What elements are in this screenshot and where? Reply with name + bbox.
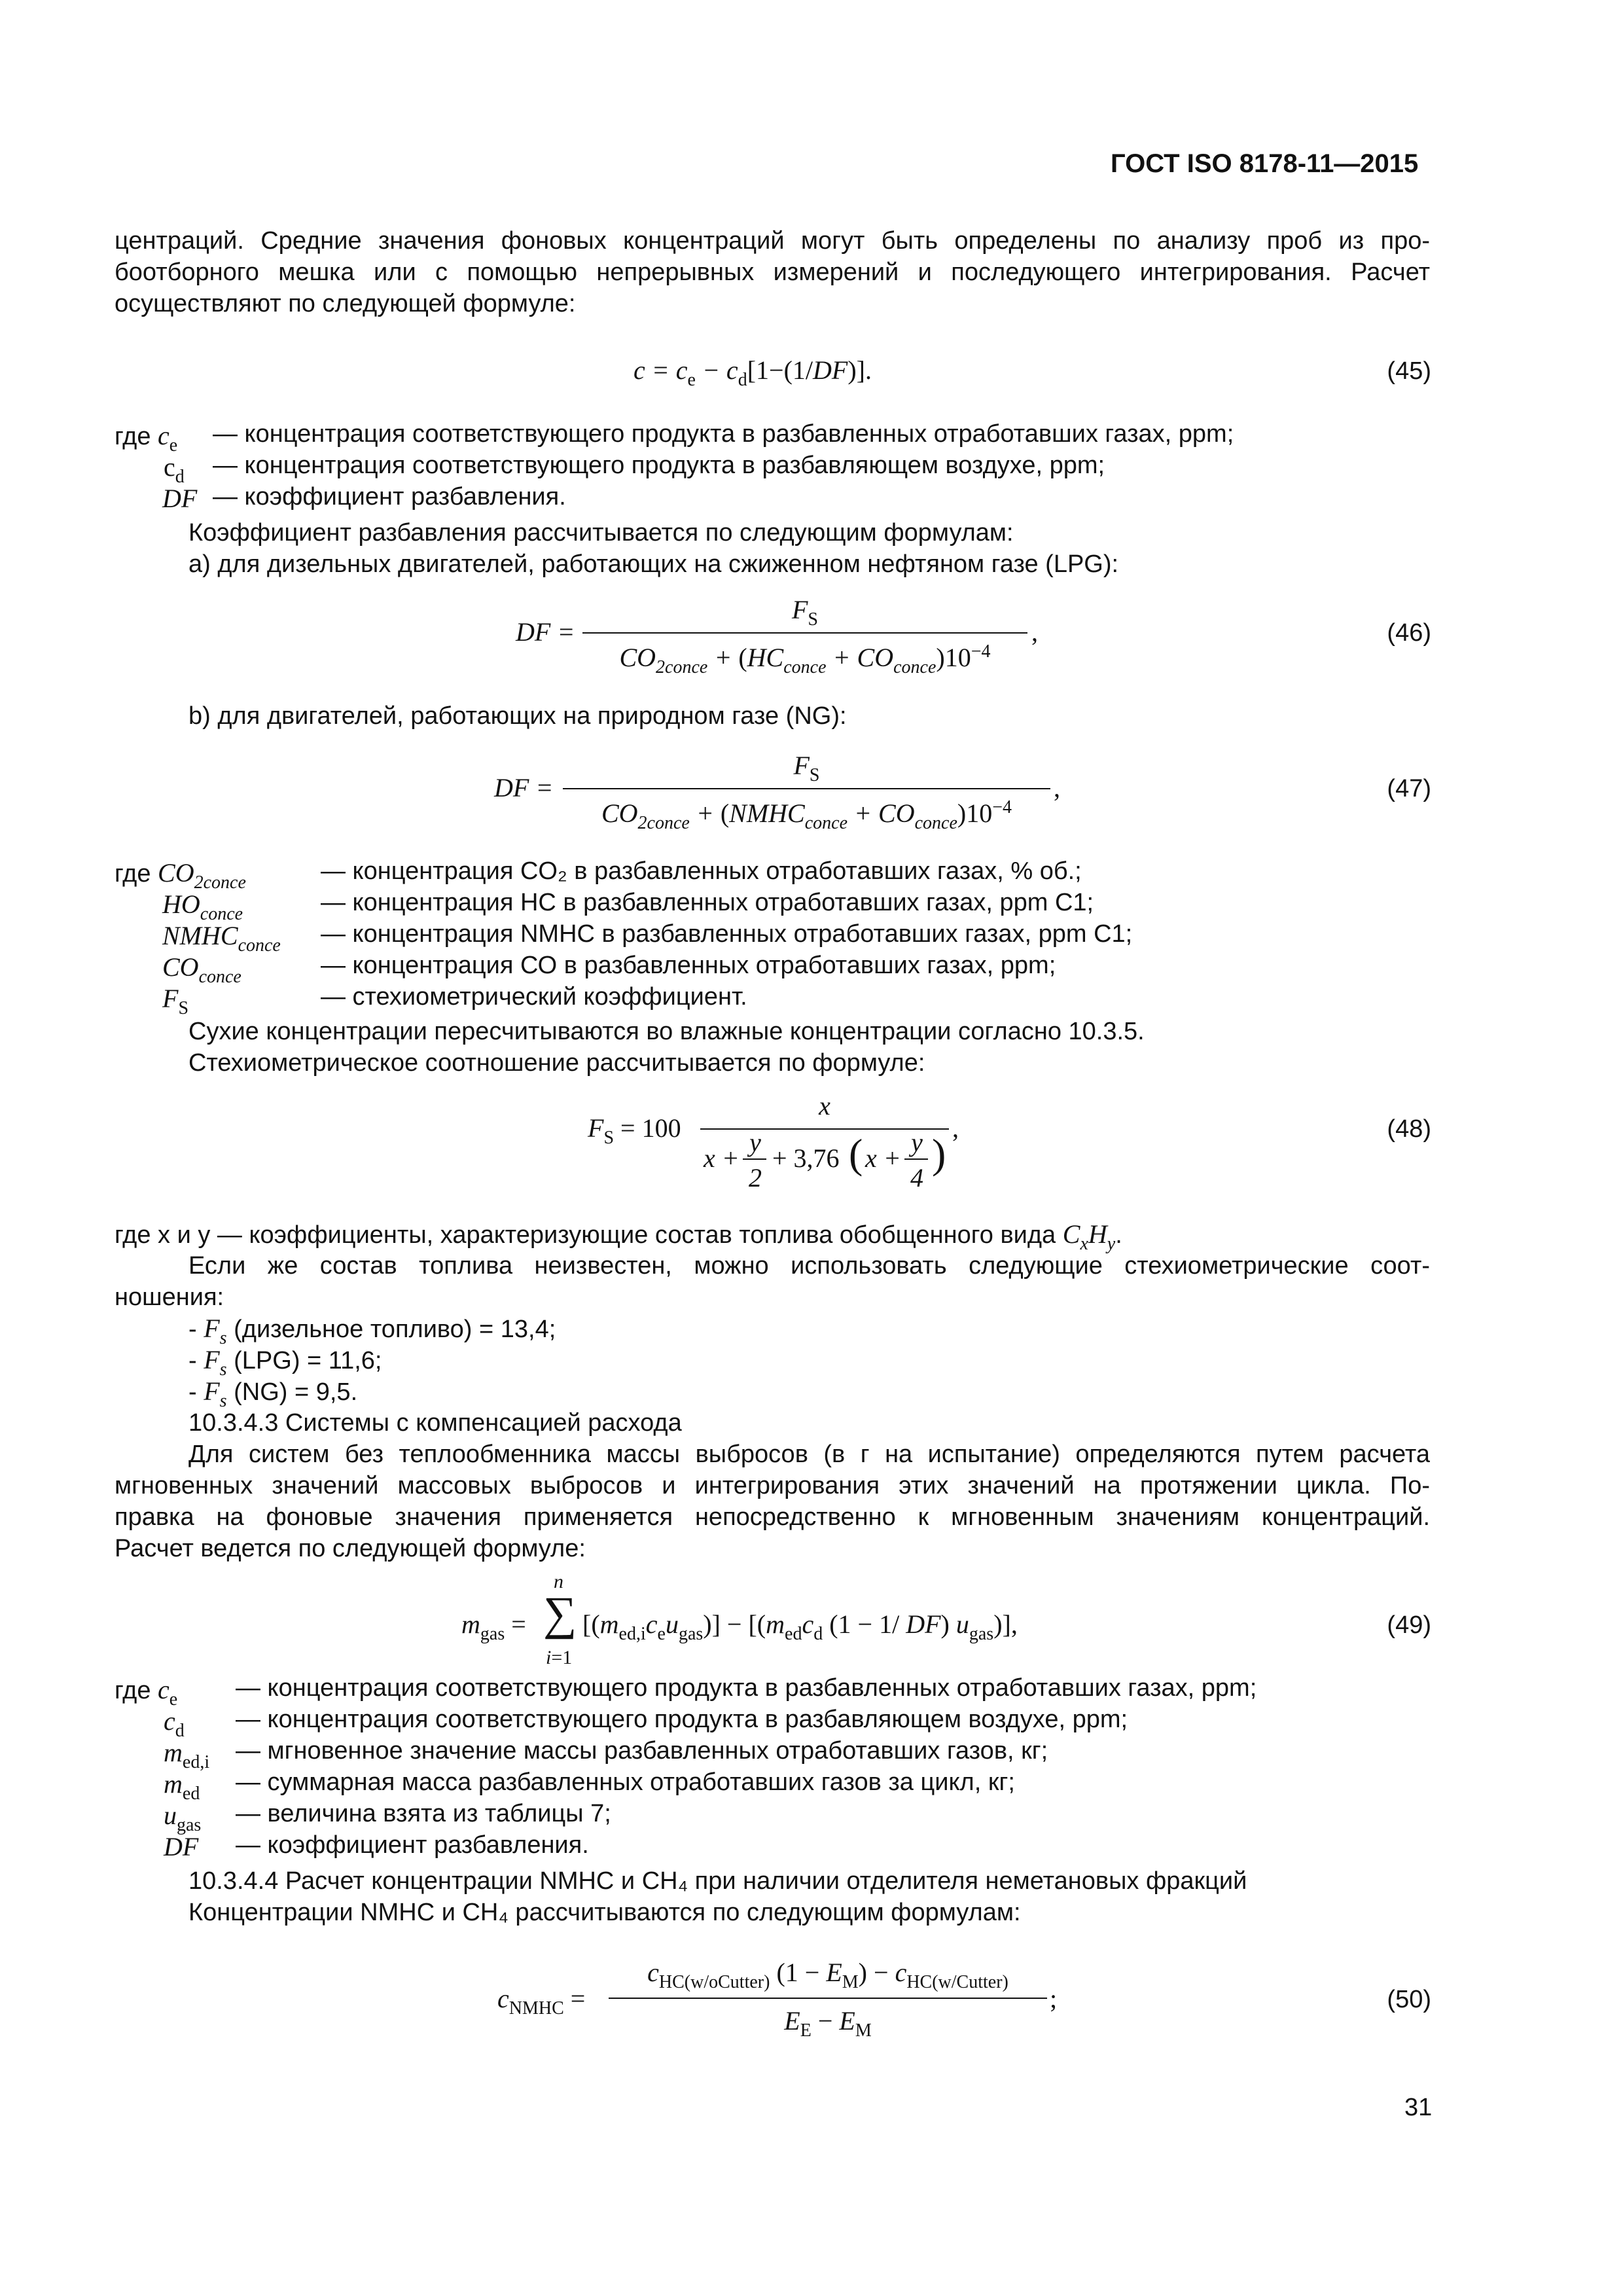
definition-text: — коэффициент разбавления. (213, 483, 566, 511)
paragraph-flow (115, 1439, 1430, 1564)
equation-47-numerator: $F_S$ (793, 751, 820, 785)
definition-text: — концентрация СО в разбавленных отработавших газах, ppm; (321, 952, 1056, 979)
equation-50-denominator: $E_E - E_M$ (784, 2006, 872, 2041)
definition-text: — мгновенное значение массы разбавленных отработавших газов, кг; (236, 1737, 1048, 1765)
equation-46-numerator: $F_S$ (791, 595, 818, 630)
equation-number: (49) (1387, 1611, 1431, 1639)
paragraph-dry: Сухие концентрации пересчитываются во влажные концентрации согласно 10.3.5. (188, 1018, 1145, 1045)
equation-45: $c = c_e - c_d[1-(1/DF)]$. (633, 355, 872, 390)
page-number: 31 (1404, 2094, 1433, 2121)
definition-text: — концентрация НС в разбавленных отработавших газах, ppm C1; (321, 889, 1094, 916)
equation-47-denominator: $CO_{2conce}$ + $(NMHC_{conce} + CO_{conce})10^{-4}$ (601, 797, 1012, 833)
equation-48-numerator: x (819, 1091, 830, 1121)
text-line: правка на фоновые значения применяется непосредственно к мгновенным значениям концентраций. (115, 1503, 1430, 1531)
equation-50-numerator: $c_{HC(w/oCutter)}$ $(1 - E_M) - c_{HC(w/Cutter)}$ (647, 1958, 1008, 1992)
equation-46-lhs: DF = (516, 617, 575, 647)
definition-text: — стехиометрический коэффициент. (321, 983, 747, 1011)
definition-text: — концентрация NMHC в разбавленных отработавших газах, ppm C1; (321, 920, 1133, 948)
equation-48-lhs: $F_S = 100$ (588, 1113, 681, 1148)
fraction-bar (582, 632, 1027, 634)
text-line: мгновенных значений массовых выбросов и интегрирования этих значений на протяжении цикла. По- (115, 1472, 1430, 1499)
equation-number: (46) (1387, 619, 1431, 647)
equation-number: (50) (1387, 1986, 1431, 2013)
text-line: Расчет ведется по следующей формуле: (115, 1535, 586, 1562)
paragraph-intro (115, 225, 1430, 319)
definition-text: — концентрация CO₂ в разбавленных отработавших газах, % об.; (321, 857, 1082, 885)
definition-text: — концентрация соответствующего продукта в разбавленных отработавших газах, ppm; (213, 420, 1234, 448)
equation-48-denominator: x + (704, 1143, 740, 1173)
where-label: где (115, 1677, 151, 1704)
definition-text: — концентрация соответствующего продукта в разбавляющем воздухе, ppm; (236, 1706, 1128, 1733)
section-heading-10-3-4-3: 10.3.4.3 Системы с компенсацией расхода (188, 1409, 682, 1437)
paragraph-df-intro: Коэффициент разбавления рассчитывается по следующим формулам: (188, 519, 1014, 547)
equation-49: $m_{gas}$ = (461, 1609, 526, 1644)
fraction-bar (563, 788, 1050, 789)
paragraph-nmhc: Концентрации NMHC и CH₄ рассчитываются по следующим формулам: (188, 1899, 1021, 1926)
definition-text: — концентрация соответствующего продукта в разбавленных отработавших газах, ppm; (236, 1674, 1257, 1702)
equation-number: (47) (1387, 775, 1431, 802)
paragraph-xy: где x и y — коэффициенты, характеризующие состав топлива обобщенного вида $C_xH_y$. (115, 1219, 1122, 1254)
paragraph-unknown (115, 1250, 1430, 1313)
equation-47-lhs: DF = (494, 773, 554, 802)
definition-text: — величина взята из таблицы 7; (236, 1800, 611, 1827)
definition-text: — суммарная масса разбавленных отработавших газов за цикл, кг; (236, 1768, 1015, 1796)
definition-text: — концентрация соответствующего продукта в разбавляющем воздухе, ppm; (213, 452, 1105, 479)
text-line: Если же состав топлива неизвестен, можно использовать следующие стехиометрические соот- (188, 1252, 1430, 1280)
list-item: - $F_s$ (NG) = 9,5. (188, 1376, 358, 1411)
text-line: осуществляют по следующей формуле: (115, 290, 576, 317)
equation-number: (48) (1387, 1115, 1431, 1143)
paragraph-stoich: Стехиометрическое соотношение рассчитывается по формуле: (188, 1049, 925, 1077)
text-line: Для систем без теплообменника массы выбросов (в г на испытание) определяются путем расчета (188, 1441, 1430, 1468)
where-label: где (115, 423, 151, 450)
text-line: центраций. Средние значения фоновых концентраций могут быть определены по анализу проб из про- (115, 227, 1430, 255)
standard-header: ГОСТ ISO 8178-11—2015 (1111, 149, 1419, 178)
equation-46-denominator: $CO_{2conce} + (HC_{conce} + CO_{conce})10^{-4}$ (619, 641, 991, 677)
text-line: ношения: (115, 1283, 224, 1311)
fraction-bar (609, 1998, 1047, 1999)
where-label: где (115, 860, 151, 888)
paragraph-case-a: а) для дизельных двигателей, работающих на сжиженном нефтяном газе (LPG): (188, 550, 1119, 578)
section-heading-10-3-4-4: 10.3.4.4 Расчет концентрации NMHC и CH₄ при наличии отделителя неметановых фракций (188, 1867, 1247, 1895)
definition-text: — коэффициент разбавления. (236, 1831, 589, 1859)
paragraph-case-b: b) для двигателей, работающих на природном газе (NG): (188, 702, 847, 730)
text-line: боотборного мешка или с помощью непрерывных измерений и последующего интегрирования. Расчет (115, 259, 1430, 286)
equation-50-lhs: $c_{NMHC}$ = (497, 1984, 586, 2018)
equation-number: (45) (1387, 357, 1431, 385)
document-page: ГОСТ ISO 8178-11—2015 центраций. Средние значения фоновых концентраций могут быть определены по анализу проб из про- боотборного мешка или с помощью непрерывных измерений и последующего интегрирования. Расчет осуществляют по следующей формуле: $c = c_e - c_d[1-(1/DF)]$. (45) где $c_e$ — концентрация соответствующего продукта в разбавленных отработавших газах, ppm; $c_d$ — концентрация соответствующего продукта в разбавляющем воздухе, ppm; DF — коэффициент разбавления. Коэффициент разбавления рассчитывается по следующим формулам: а) для дизельных двигателей, работающих на сжиженном нефтяном газе (LPG): DF = $F_S$ $CO_{2conce} + (HC_{conce} + CO_{conce})10^{-4}$ , (46) b) для двигателей, работающих на природном газе (NG): DF = $F_S$ $CO_{2conce}$ + $(NMHC_{conce} + CO_{conce})10^{-4}$ , (47) где $CO_{2conce}$ — концентрация CO₂ в разбавленных отработавших газах, % об.; $HO_{conce}$ — концентрация НС в разбавленных отработавших газах, ppm C1; $NMHC_{conce}$ — концентрация NMHC в разбавленных отработавших газах, ppm C1; $CO_{conce}$ — концентрация СО в разбавленных отработавших газах, ppm; $F_S$ — стехиометрический коэффициент. Сухие концентрации пересчитываются во влажные концентрации согласно 10.3.5. Стехиометрическое соотношение рассчитывается по формуле: $F_S = 100$ x x + y 2 + 3,76 ( x + y 4 ) , (48) где x и y — коэффициенты, характеризующие состав топлива обобщенного вида $C_xH_y$. Если же состав топлива неизвестен, можно использовать следующие стехиометрические соот- ношения: - $F_s$ (дизельное топливо) = 13,4; - $F_s$ (LPG) = 11,6; - $F_s$ (NG) = 9,5. 10.3.4.3 Системы с компенсацией расхода Для систем без теплообменника массы выбросов (в г на испытание) определяются путем расчета мгновенных значений массовых выбросов и интегрирования этих значений на протяжении цикла. По- правка на фоновые значения применяется непосредственно к мгновенным значениям концентраций. Расчет ведется по следующей формуле: $m_{gas}$ = n ∑ i=1 $[(m_{ed,i}c_eu_{gas})] - [(m_{ed}c_d$ (1 − 1/ DF) $u_{gas}$)], (49) где $c_e$ — концентрация соответствующего продукта в разбавленных отработавших газах, ppm; $c_d$ — концентрация соответствующего продукта в разбавляющем воздухе, ppm; $m_{ed,i}$ — мгновенное значение массы разбавленных отработавших газов, кг; $m_{ed}$ — суммарная масса разбавленных отработавших газов за цикл, кг; $u_{gas}$ — величина взята из таблицы 7; DF — коэффициент разбавления. 10.3.4.4 Расчет концентрации NMHC и CH₄ при наличии отделителя неметановых фракций Концентрации NMHC и CH₄ рассчитываются по следующим формулам: $c_{NMHC}$ = $c_{HC(w/oCutter)}$ $(1 - E_M) - c_{HC(w/Cutter)}$ $E_E - E_M$ ; (50) 31 (0, 0, 1623, 2296)
list-item: - $F_s$ (дизельное топливо) = 13,4; (188, 1314, 556, 1348)
list-item: - $F_s$ (LPG) = 11,6; (188, 1345, 382, 1380)
